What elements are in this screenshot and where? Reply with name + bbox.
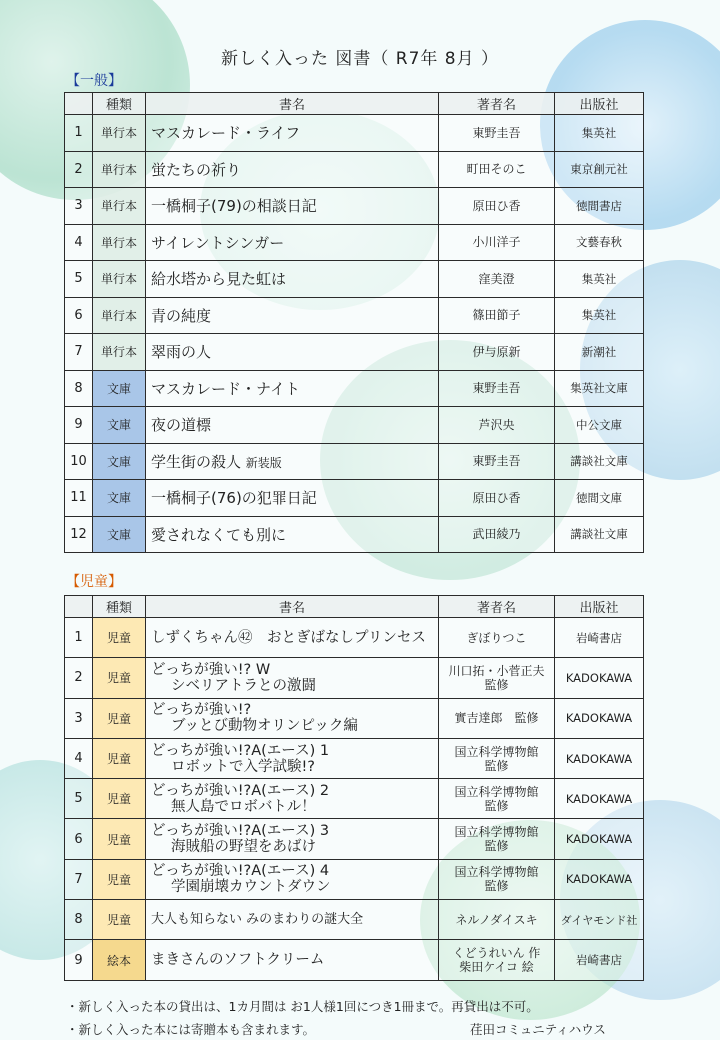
- header-no: [65, 93, 93, 115]
- book-author: 伊与原新: [439, 334, 555, 371]
- header-publisher: 出版社: [555, 596, 644, 618]
- row-number: 6: [65, 297, 93, 334]
- book-title: [146, 819, 439, 859]
- book-author-line1: ぎぼりつこ: [466, 630, 527, 645]
- table-row: [65, 224, 644, 261]
- header-author: 著者名: [439, 596, 555, 618]
- book-title: [146, 940, 439, 980]
- book-type: 単行本: [93, 297, 146, 334]
- footer-credit: 荏田コミュニティハウス: [470, 1022, 606, 1037]
- book-title: [146, 859, 439, 899]
- table-row: [65, 297, 644, 334]
- row-number: 5: [65, 261, 93, 298]
- header-title: 書名: [146, 93, 439, 115]
- book-publisher: 中公文庫: [555, 407, 644, 444]
- book-author-line1: 国立科学博物館: [454, 865, 539, 880]
- row-number: 2: [65, 151, 93, 188]
- table-row: [65, 900, 644, 940]
- book-author-line1: 實吉達郎 監修: [454, 711, 539, 726]
- book-author: [439, 698, 555, 738]
- table-row: [65, 334, 644, 371]
- book-title: マスカレード・ライフ: [146, 115, 439, 152]
- book-publisher: KADOKAWA: [555, 819, 644, 859]
- book-publisher: 講談社文庫: [555, 516, 644, 553]
- section-label-general: 【一般】: [66, 73, 122, 89]
- book-type: 単行本: [93, 334, 146, 371]
- book-title-line1: しずくちゃん㊷ おとぎばなしプリンセス: [151, 629, 426, 646]
- book-author-line2: 監修: [484, 839, 509, 854]
- book-author: 東野圭吾: [439, 443, 555, 480]
- book-publisher: 講談社文庫: [555, 443, 644, 480]
- book-type: 単行本: [93, 224, 146, 261]
- book-type: 単行本: [93, 115, 146, 152]
- book-type: 文庫: [93, 516, 146, 553]
- book-author-line2: 監修: [484, 798, 509, 813]
- book-type: 児童: [93, 738, 146, 778]
- table-row: [65, 819, 644, 859]
- table-row: [65, 407, 644, 444]
- row-number: 3: [65, 188, 93, 225]
- book-title-line2: シベリアトラとの激闘: [171, 677, 316, 694]
- book-title: [146, 900, 439, 940]
- book-title-line1: どっちが強い!?A(エース) 3: [151, 823, 330, 840]
- row-number: 6: [65, 819, 93, 859]
- book-publisher: 集英社: [555, 261, 644, 298]
- book-publisher: 徳間文庫: [555, 480, 644, 517]
- row-number: 10: [65, 443, 93, 480]
- table-row: [65, 698, 644, 738]
- row-number: 1: [65, 115, 93, 152]
- book-title: [146, 618, 439, 658]
- book-type: 絵本: [93, 940, 146, 980]
- book-publisher: KADOKAWA: [555, 779, 644, 819]
- row-number: 7: [65, 334, 93, 371]
- book-publisher: 集英社文庫: [555, 370, 644, 407]
- table-row: [65, 188, 644, 225]
- table-row: [65, 115, 644, 152]
- table-row: [65, 443, 644, 480]
- book-title-line2: ロボットで入学試験!?: [171, 758, 316, 775]
- header-title: 書名: [146, 596, 439, 618]
- book-title-line1: どっちが強い!?A(エース) 2: [151, 782, 330, 799]
- book-author: 原田ひ香: [439, 480, 555, 517]
- row-number: 12: [65, 516, 93, 553]
- general-books-table: [64, 92, 644, 553]
- row-number: 8: [65, 900, 93, 940]
- book-title-line2: ブッとび動物オリンピック編: [171, 718, 358, 735]
- page-title: 新しく入った 図書（ R7年 8月 ）: [220, 49, 500, 69]
- table-row: [65, 480, 644, 517]
- book-author-line2: 監修: [484, 758, 509, 773]
- footer-note-lending: ・新しく入った本の貸出は、1カ月間は お1人様1回につき1冊まで。再貸出は不可。: [66, 999, 539, 1014]
- row-number: 3: [65, 698, 93, 738]
- book-author-line2: 監修: [484, 677, 509, 692]
- book-author: [439, 819, 555, 859]
- book-author-line1: 国立科学博物館: [454, 784, 539, 799]
- book-title: 一橋桐子(76)の犯罪日記: [146, 480, 439, 517]
- book-type: 児童: [93, 819, 146, 859]
- book-title-line1: まきさんのソフトクリーム: [151, 952, 325, 969]
- book-author: 町田そのこ: [439, 151, 555, 188]
- book-title: 蛍たちの祈り: [146, 151, 439, 188]
- table-row: [65, 516, 644, 553]
- book-title-line1: どっちが強い!? W: [151, 661, 271, 678]
- book-publisher: 新潮社: [555, 334, 644, 371]
- book-title-line1: どっちが強い!?A(エース) 4: [151, 863, 330, 880]
- book-type: 単行本: [93, 151, 146, 188]
- book-author-line1: 国立科学博物館: [454, 825, 539, 840]
- row-number: 2: [65, 658, 93, 698]
- header-no: [65, 596, 93, 618]
- book-author: [439, 618, 555, 658]
- book-type: 文庫: [93, 407, 146, 444]
- book-title-line2: 学園崩壊カウントダウン: [171, 879, 331, 896]
- book-type: 児童: [93, 618, 146, 658]
- book-title: 一橋桐子(79)の相談日記: [146, 188, 439, 225]
- row-number: 5: [65, 779, 93, 819]
- header-kind: 種類: [93, 596, 146, 618]
- table-row: [65, 859, 644, 899]
- book-author: 窪美澄: [439, 261, 555, 298]
- book-author-line1: くどうれいん 作: [452, 946, 541, 961]
- table-row: [65, 618, 644, 658]
- table-row: [65, 151, 644, 188]
- book-type: 児童: [93, 900, 146, 940]
- book-author-line1: 川口拓・小菅正夫: [448, 663, 545, 678]
- book-title: 給水塔から見た虹は: [146, 261, 439, 298]
- footer-note-donations: ・新しく入った本には寄贈本も含まれます。: [66, 1022, 316, 1037]
- table-row: [65, 370, 644, 407]
- book-publisher: 集英社: [555, 297, 644, 334]
- book-author-line1: ネルノダイスキ: [455, 912, 538, 927]
- book-title: マスカレード・ナイト: [146, 370, 439, 407]
- table-header-row: [65, 93, 644, 115]
- book-author: 武田綾乃: [439, 516, 555, 553]
- children-books-table: [64, 595, 644, 981]
- book-author-line2: 柴田ケイコ 絵: [459, 960, 534, 975]
- book-type: 児童: [93, 779, 146, 819]
- book-type: 児童: [93, 859, 146, 899]
- book-title: [146, 779, 439, 819]
- row-number: 11: [65, 480, 93, 517]
- header-publisher: 出版社: [555, 93, 644, 115]
- book-author: [439, 940, 555, 980]
- book-author: [439, 779, 555, 819]
- table-header-row: [65, 596, 644, 618]
- book-title: サイレントシンガー: [146, 224, 439, 261]
- table-row: [65, 779, 644, 819]
- book-author-line2: 監修: [484, 879, 509, 894]
- row-number: 1: [65, 618, 93, 658]
- book-title: [146, 698, 439, 738]
- book-publisher: 徳間書店: [555, 188, 644, 225]
- book-title: [146, 738, 439, 778]
- book-title-line2: 海賊船の野望をあばけ: [171, 839, 316, 856]
- header-kind: 種類: [93, 93, 146, 115]
- book-title-line1: 大人も知らない みのまわりの謎大全: [151, 911, 364, 927]
- book-title: 翠雨の人: [146, 334, 439, 371]
- book-title: [146, 658, 439, 698]
- book-author: 芦沢央: [439, 407, 555, 444]
- book-type: 単行本: [93, 261, 146, 298]
- book-publisher: 東京創元社: [555, 151, 644, 188]
- book-title: 夜の道標: [146, 407, 439, 444]
- book-type: 児童: [93, 658, 146, 698]
- book-publisher: 岩崎書店: [555, 940, 644, 980]
- book-title: 青の純度: [146, 297, 439, 334]
- book-title: [146, 443, 439, 480]
- book-publisher: 文藝春秋: [555, 224, 644, 261]
- table-row: [65, 658, 644, 698]
- book-author: [439, 859, 555, 899]
- row-number: 7: [65, 859, 93, 899]
- book-publisher: ダイヤモンド社: [555, 900, 644, 940]
- book-type: 文庫: [93, 370, 146, 407]
- book-author: 篠田節子: [439, 297, 555, 334]
- header-author: 著者名: [439, 93, 555, 115]
- book-title-note: 新装版: [245, 455, 282, 470]
- book-type: 文庫: [93, 443, 146, 480]
- book-publisher: KADOKAWA: [555, 738, 644, 778]
- book-title-line1: どっちが強い!?: [151, 702, 252, 719]
- book-author: [439, 738, 555, 778]
- book-author: [439, 900, 555, 940]
- row-number: 4: [65, 224, 93, 261]
- book-title: 愛されなくても別に: [146, 516, 439, 553]
- table-row: [65, 738, 644, 778]
- book-author: 小川洋子: [439, 224, 555, 261]
- book-title-line1: どっちが強い!?A(エース) 1: [151, 742, 330, 759]
- book-title-text: 学生街の殺人: [151, 452, 242, 471]
- book-author: 東野圭吾: [439, 115, 555, 152]
- row-number: 4: [65, 738, 93, 778]
- book-title-line2: 無人島でロボバトル！: [171, 798, 316, 815]
- book-type: 単行本: [93, 188, 146, 225]
- row-number: 9: [65, 407, 93, 444]
- book-type: 児童: [93, 698, 146, 738]
- book-type: 文庫: [93, 480, 146, 517]
- book-publisher: KADOKAWA: [555, 859, 644, 899]
- book-author: 東野圭吾: [439, 370, 555, 407]
- table-row: [65, 261, 644, 298]
- book-author: 原田ひ香: [439, 188, 555, 225]
- row-number: 9: [65, 940, 93, 980]
- table-row: [65, 940, 644, 980]
- row-number: 8: [65, 370, 93, 407]
- book-author: [439, 658, 555, 698]
- book-publisher: KADOKAWA: [555, 658, 644, 698]
- section-label-children: 【児童】: [66, 574, 122, 590]
- book-publisher: KADOKAWA: [555, 698, 644, 738]
- book-publisher: 岩崎書店: [555, 618, 644, 658]
- book-author-line1: 国立科学博物館: [454, 744, 539, 759]
- book-publisher: 集英社: [555, 115, 644, 152]
